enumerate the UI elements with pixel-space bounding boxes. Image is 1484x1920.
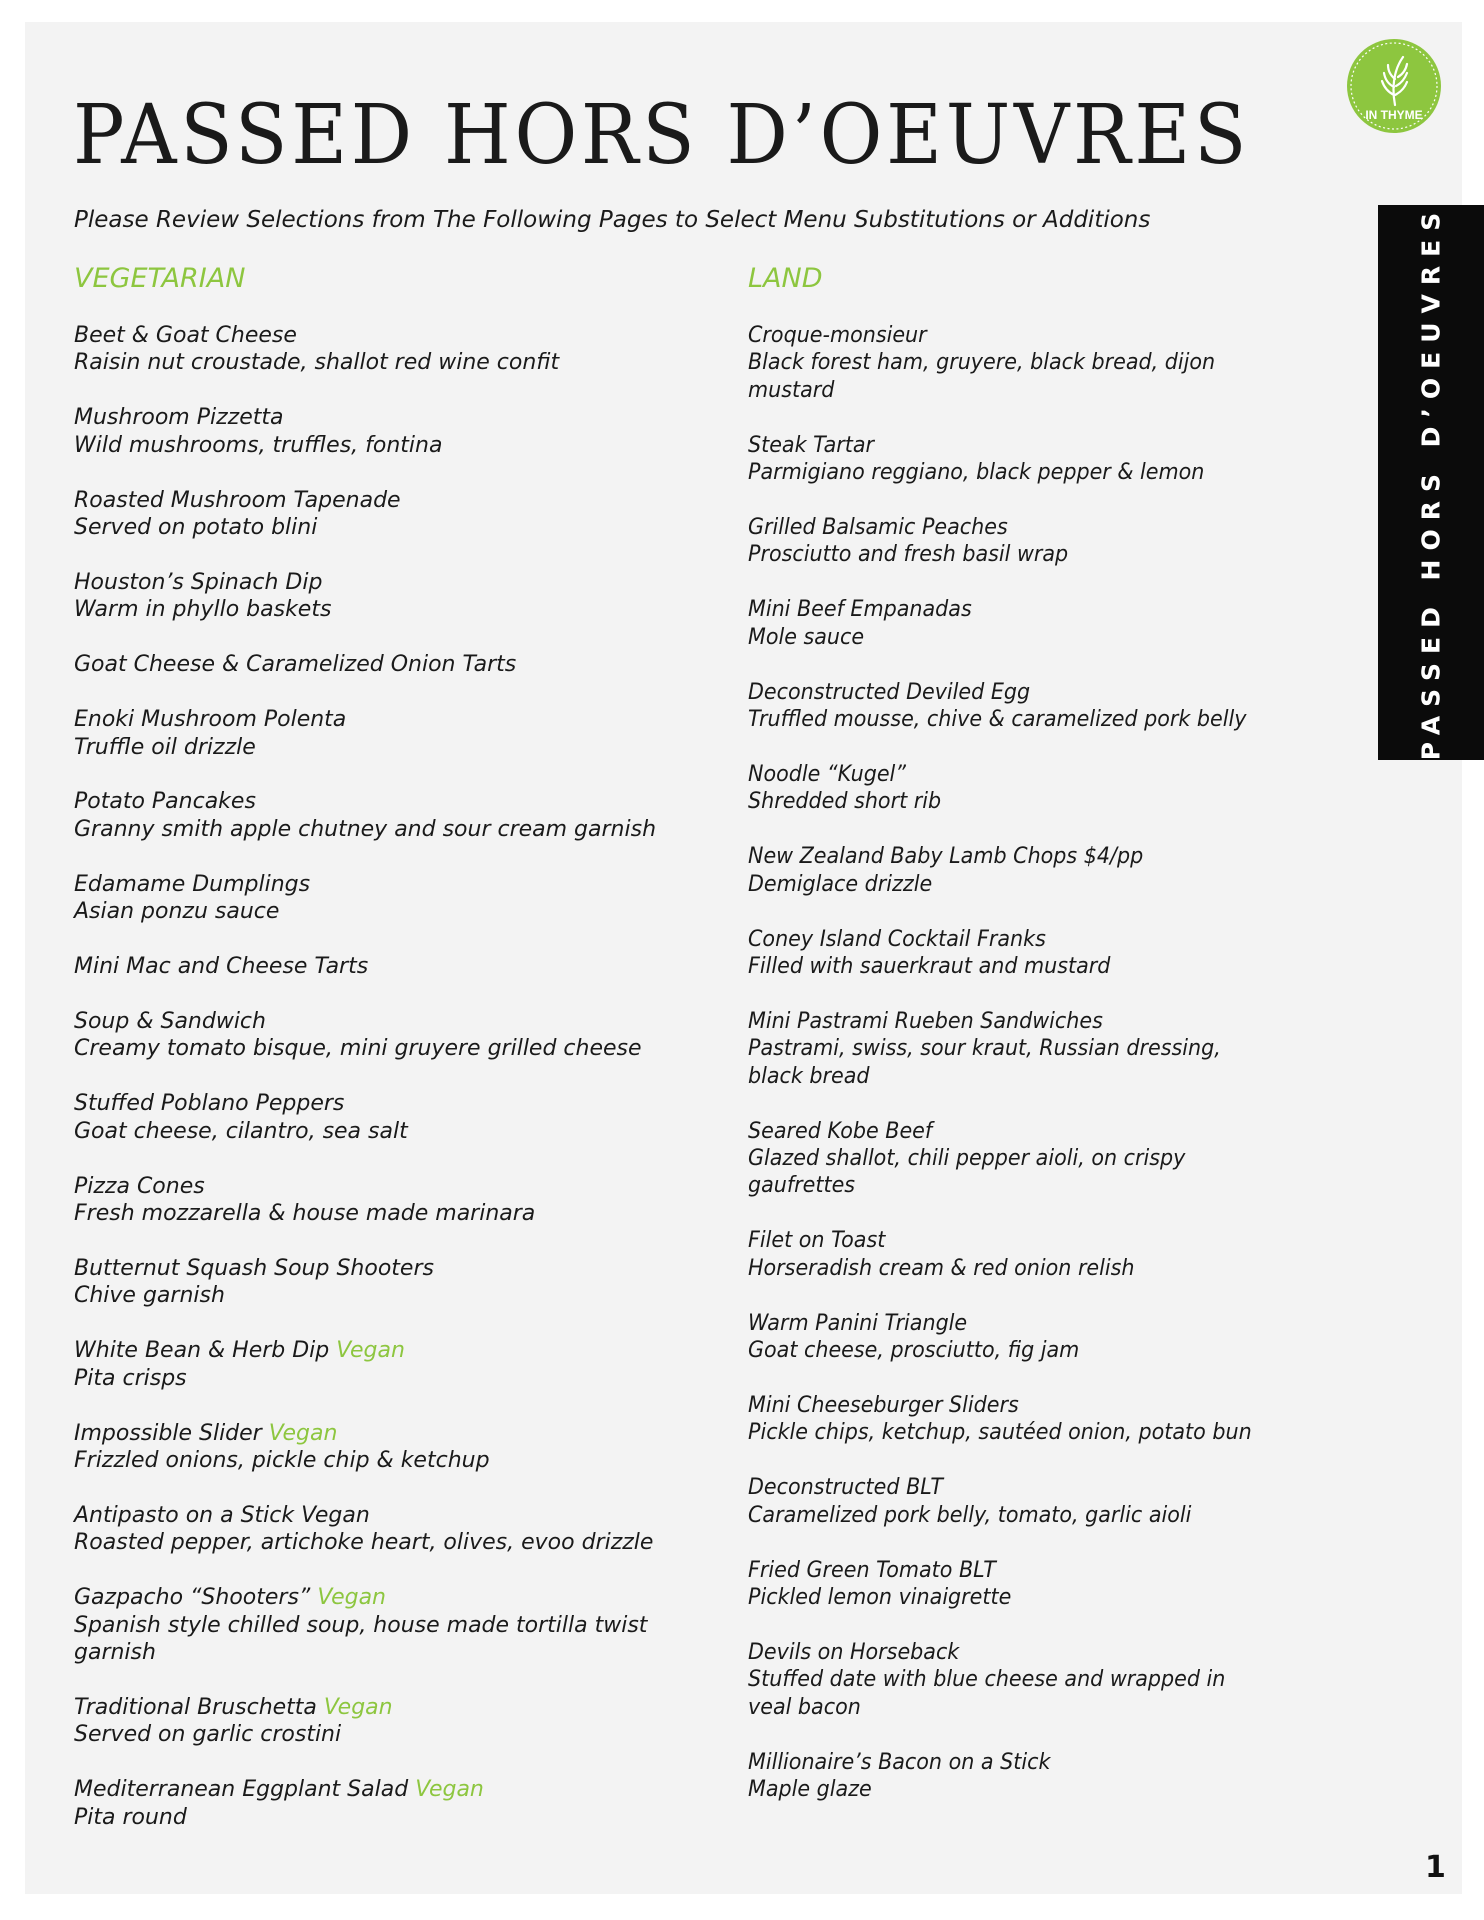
menu-item-description: Shredded short rib	[748, 789, 942, 815]
menu-item-name-line	[748, 432, 1368, 459]
menu-item	[74, 569, 734, 624]
menu-item-name: Steak Tartar	[748, 432, 875, 458]
menu-item-name-line	[74, 788, 734, 815]
menu-item	[74, 871, 734, 926]
menu-item-name: Soup & Sandwich	[74, 1009, 266, 1034]
menu-item-name: Devils on Horseback	[748, 1639, 960, 1665]
menu-item-name-line	[748, 1392, 1368, 1419]
menu-item	[74, 1173, 734, 1228]
menu-item-name: Filet on Toast	[748, 1228, 886, 1254]
menu-item-name: Roasted Mushroom Tapenade	[74, 487, 401, 513]
menu-item-name-line	[748, 322, 1368, 349]
menu-item-name: Mini Cheeseburger Sliders	[748, 1392, 1019, 1418]
menu-item	[74, 487, 734, 542]
menu-item-description: Served on garlic crostini	[74, 1722, 342, 1748]
menu-item-name: Goat Cheese & Caramelized Onion Tarts	[74, 652, 517, 678]
menu-item-description: Goat cheese, cilantro, sea salt	[74, 1118, 408, 1144]
menu-item-name-line	[74, 651, 734, 678]
menu-item-description: Creamy tomato bisque, mini gruyere grilled cheese	[74, 1036, 642, 1062]
menu-item-description: Glazed shallot, chili pepper aioli, on crispy	[748, 1146, 1186, 1172]
menu-item-name-line	[748, 843, 1368, 870]
menu-item-name-line	[74, 1255, 734, 1282]
menu-item-name: Antipasto on a Stick Vegan	[74, 1502, 370, 1528]
menu-item-name-line	[748, 1008, 1368, 1035]
menu-item-name-line	[74, 1337, 734, 1364]
vegan-tag: Vegan	[317, 1585, 386, 1611]
menu-item-description: Truffled mousse, chive & caramelized pork belly	[748, 707, 1247, 733]
menu-item	[74, 1584, 734, 1666]
menu-item-name: Pizza Cones	[74, 1173, 205, 1199]
menu-item-description: Pastrami, swiss, sour kraut, Russian dressing,	[748, 1036, 1221, 1062]
menu-item	[748, 1474, 1408, 1529]
menu-item-description: Prosciutto and fresh basil wrap	[748, 542, 1069, 568]
menu-item	[74, 953, 734, 980]
menu-item-name: Houston’s Spinach Dip	[74, 569, 323, 595]
menu-item-name: Butternut Squash Soup Shooters	[74, 1255, 434, 1281]
menu-item-name: Fried Green Tomato BLT	[748, 1557, 996, 1583]
menu-item	[74, 1090, 734, 1145]
logo-wordmark: IN THYME	[1365, 108, 1423, 122]
menu-item	[74, 404, 734, 459]
menu-item	[748, 1008, 1408, 1090]
menu-item-description: Maple glaze	[748, 1777, 872, 1803]
menu-item-name-line	[748, 1474, 1368, 1501]
vegan-tag: Vegan	[268, 1420, 338, 1446]
menu-item-name-line	[74, 322, 734, 349]
menu-item-name: Mini Beef Empanadas	[748, 597, 972, 623]
menu-item	[748, 1392, 1408, 1447]
menu-item-description: Horseradish cream & red onion relish	[748, 1255, 1135, 1281]
menu-item-name-line	[74, 404, 734, 431]
page-number: 1	[1425, 1850, 1446, 1885]
menu-item	[748, 1310, 1408, 1365]
menu-item-name: Deconstructed BLT	[748, 1475, 943, 1501]
menu-item	[74, 1420, 734, 1475]
menu-item-description: Parmigiano reggiano, black pepper & lemon	[748, 460, 1205, 486]
menu-item-name: Coney Island Cocktail Franks	[748, 926, 1046, 952]
menu-item-name-line	[74, 1694, 734, 1721]
menu-item-name: Edamame Dumplings	[74, 871, 311, 897]
menu-item-name: Impossible Slider	[74, 1420, 262, 1446]
menu-item	[748, 1749, 1408, 1804]
menu-item-description: Mole sauce	[748, 624, 865, 650]
menu-item-name-line	[74, 569, 734, 596]
menu-item-name: Mediterranean Eggplant Salad	[74, 1777, 409, 1803]
menu-item-name: Croque-monsieur	[748, 323, 927, 348]
menu-item-name-line	[74, 487, 734, 514]
menu-item	[748, 1557, 1408, 1612]
menu-item	[748, 761, 1408, 816]
menu-item-description: Roasted pepper, artichoke heart, olives, evoo drizzle	[74, 1530, 654, 1556]
vegetarian-column	[74, 262, 734, 1859]
menu-item-name: Noodle “Kugel”	[748, 761, 906, 787]
menu-item-description: Fresh mozzarella & house made marinara	[74, 1201, 536, 1227]
menu-item	[748, 596, 1408, 651]
menu-item	[74, 1255, 734, 1310]
menu-item-name: White Bean & Herb Dip	[74, 1338, 330, 1364]
menu-item-description: Raisin nut croustade, shallot red wine confit	[74, 350, 560, 376]
menu-item	[748, 432, 1408, 487]
menu-item-description: veal bacon	[748, 1694, 861, 1720]
menu-item-name: Grilled Balsamic Peaches	[748, 515, 1008, 541]
menu-item-description: gaufrettes	[748, 1173, 856, 1199]
menu-item	[74, 706, 734, 761]
menu-item-name-line	[74, 1502, 734, 1529]
menu-item-name-line	[74, 1776, 734, 1803]
menu-item-name-line	[748, 1310, 1368, 1337]
menu-item-name: New Zealand Baby Lamb Chops $4/pp	[748, 844, 1144, 870]
menu-item-name-line	[74, 706, 734, 733]
menu-item	[748, 1639, 1408, 1721]
land-heading: LAND	[748, 263, 823, 294]
menu-item-name: Mini Mac and Cheese Tarts	[74, 954, 369, 980]
menu-item-name-line	[748, 761, 1368, 788]
menu-item-name-line	[748, 926, 1368, 953]
menu-item-description: black bread	[748, 1063, 870, 1089]
menu-item-name: Stuffed Poblano Peppers	[74, 1091, 345, 1117]
menu-item-description: mustard	[748, 377, 835, 403]
menu-item-name-line	[74, 1173, 734, 1200]
menu-item-name-line	[74, 953, 734, 980]
menu-item-name: Millionaire’s Bacon on a Stick	[748, 1749, 1051, 1775]
menu-item-name: Beet & Goat Cheese	[74, 323, 297, 348]
menu-item-name-line	[748, 514, 1368, 541]
menu-item-name: Enoki Mushroom Polenta	[74, 707, 347, 733]
menu-item-name: Potato Pancakes	[74, 789, 256, 815]
vegan-tag: Vegan	[323, 1694, 393, 1720]
menu-item	[748, 1227, 1408, 1282]
land-list	[748, 322, 1408, 1803]
menu-item-description: Truffle oil drizzle	[74, 734, 256, 760]
menu-item-description: Served on potato blini	[74, 515, 318, 541]
vegetarian-list	[74, 322, 734, 1831]
menu-item-description: Goat cheese, prosciutto, fig jam	[748, 1338, 1080, 1364]
menu-item-description: Filled with sauerkraut and mustard	[748, 954, 1111, 979]
menu-item-name-line	[74, 1008, 734, 1035]
menu-item-name: Traditional Bruschetta	[74, 1694, 317, 1720]
menu-item	[74, 788, 734, 843]
menu-item	[74, 1694, 734, 1749]
menu-item-description: Black forest ham, gruyere, black bread, dijon	[748, 350, 1216, 376]
menu-item	[748, 679, 1408, 734]
menu-item-description: Frizzled onions, pickle chip & ketchup	[74, 1447, 490, 1473]
menu-item-description: Pickled lemon vinaigrette	[748, 1585, 1012, 1610]
menu-item-name-line	[748, 1227, 1368, 1254]
menu-item	[748, 926, 1408, 981]
vegetarian-heading: VEGETARIAN	[74, 263, 246, 294]
menu-item	[748, 514, 1408, 569]
menu-item-name: Warm Panini Triangle	[748, 1310, 968, 1336]
menu-item-name-line	[74, 1584, 734, 1611]
menu-item-name: Mushroom Pizzetta	[74, 405, 284, 431]
side-tab-label: PASSED HORS D’OEUVRES	[1416, 203, 1446, 761]
menu-item	[74, 322, 734, 377]
menu-item-description: Caramelized pork belly, tomato, garlic aioli	[748, 1502, 1192, 1528]
menu-item-description: Pickle chips, ketchup, sautéed onion, potato bun	[748, 1420, 1252, 1446]
menu-item-name-line	[748, 1557, 1368, 1584]
menu-item-description: Demiglace drizzle	[748, 871, 933, 897]
menu-item-description: Asian ponzu sauce	[74, 899, 280, 925]
page-subtitle: Please Review Selections from The Following Pages to Select Menu Substitutions or Additions	[74, 207, 1151, 233]
menu-item-description: Warm in phyllo baskets	[74, 597, 332, 623]
menu-item-name-line	[748, 679, 1368, 706]
menu-item-description: Pita crisps	[74, 1365, 187, 1391]
menu-item-name: Deconstructed Deviled Egg	[748, 679, 1031, 705]
menu-item-name-line	[74, 1420, 734, 1447]
menu-item-name: Mini Pastrami Rueben Sandwiches	[748, 1008, 1103, 1034]
page-title: PASSED HORS D’OEUVRES	[73, 88, 1251, 183]
menu-item	[748, 322, 1408, 404]
menu-item-description: Granny smith apple chutney and sour cream garnish	[74, 816, 657, 842]
menu-item	[74, 651, 734, 678]
menu-item-description: Spanish style chilled soup, house made tortilla twist	[74, 1612, 648, 1638]
menu-item-name: Seared Kobe Beef	[748, 1118, 933, 1144]
menu-item-name-line	[748, 1639, 1368, 1666]
menu-item-name-line	[74, 1090, 734, 1117]
menu-item	[748, 843, 1408, 898]
menu-item	[74, 1776, 734, 1831]
menu-item	[74, 1502, 734, 1557]
menu-item-name-line	[748, 1749, 1368, 1776]
menu-item-description: Wild mushrooms, truffles, fontina	[74, 432, 443, 458]
menu-item-description: Chive garnish	[74, 1283, 225, 1309]
in-thyme-logo	[1345, 37, 1443, 135]
menu-item-name-line	[748, 596, 1368, 623]
menu-item-name: Gazpacho “Shooters”	[74, 1585, 311, 1611]
menu-item-description: garnish	[74, 1640, 156, 1665]
vegan-tag: Vegan	[415, 1777, 484, 1803]
menu-item-name-line	[748, 1118, 1368, 1145]
menu-item	[74, 1008, 734, 1063]
menu-item-description: Stuffed date with blue cheese and wrapped in	[748, 1667, 1226, 1693]
land-column	[748, 262, 1408, 1831]
menu-item	[74, 1337, 734, 1392]
vegan-tag: Vegan	[336, 1338, 405, 1364]
menu-item-name-line	[74, 871, 734, 898]
menu-item-description: Pita round	[74, 1804, 187, 1830]
menu-item	[748, 1118, 1408, 1200]
